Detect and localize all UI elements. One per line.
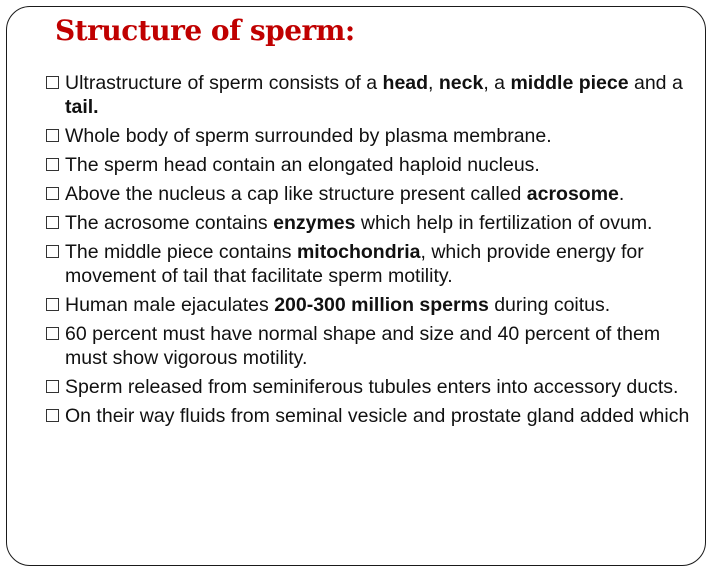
bullet-bold-text: acrosome — [526, 183, 619, 205]
bullet-text: Human male ejaculates — [65, 294, 275, 316]
bullet-text: The acrosome contains — [65, 212, 274, 234]
bullet-box-icon — [46, 216, 59, 229]
bullet-item — [46, 71, 706, 119]
bullet-item — [46, 211, 706, 235]
bullet-text: The sperm head contain an elongated haploid nucleus. — [65, 154, 540, 176]
bullet-text: 60 percent must have normal shape and size and 40 percent of them must show vigorous motility. — [65, 323, 661, 369]
bullet-text: and a — [628, 72, 683, 94]
bullet-list — [46, 71, 706, 433]
bullet-box-icon — [46, 245, 59, 258]
bullet-text: which help in fertilization of ovum. — [355, 212, 653, 234]
bullet-text: Sperm released from seminiferous tubules enters into accessory ducts. — [65, 376, 679, 398]
bullet-text: , a — [483, 72, 511, 94]
bullet-bold-text: middle piece — [510, 72, 629, 94]
bullet-text: On their way fluids from seminal vesicle and prostate gland added which — [65, 405, 690, 427]
bullet-bold-text: enzymes — [273, 212, 356, 234]
bullet-bold-text: tail. — [65, 96, 99, 118]
bullet-item — [46, 240, 706, 288]
bullet-box-icon — [46, 298, 59, 311]
bullet-item — [46, 153, 706, 177]
bullet-text: Above the nucleus a cap like structure present called — [65, 183, 527, 205]
bullet-bold-text: head — [382, 72, 429, 94]
bullet-box-icon — [46, 158, 59, 171]
bullet-text: , — [428, 72, 439, 94]
bullet-item — [46, 375, 706, 399]
bullet-item — [46, 124, 706, 148]
bullet-text: , which provide energy for movement of tail that facilitate sperm motility. — [65, 241, 644, 287]
bullet-text: Whole body of sperm surrounded by plasma membrane. — [65, 125, 552, 147]
bullet-item — [46, 322, 706, 370]
bullet-box-icon — [46, 409, 59, 422]
bullet-item — [46, 404, 706, 428]
bullet-box-icon — [46, 129, 59, 142]
bullet-text: . — [618, 183, 625, 205]
bullet-box-icon — [46, 327, 59, 340]
bullet-bold-text: neck — [438, 72, 484, 94]
bullet-box-icon — [46, 76, 59, 89]
bullet-text: during coitus. — [488, 294, 611, 316]
bullet-text: The middle piece contains — [65, 241, 297, 263]
slide-title: Structure of sperm: — [55, 14, 355, 47]
bullet-box-icon — [46, 187, 59, 200]
bullet-bold-text: mitochondria — [296, 241, 421, 263]
bullet-box-icon — [46, 380, 59, 393]
bullet-text: Ultrastructure of sperm consists of a — [65, 72, 383, 94]
bullet-item — [46, 182, 706, 206]
bullet-item — [46, 293, 706, 317]
bullet-bold-text: 200-300 million sperms — [274, 294, 489, 316]
